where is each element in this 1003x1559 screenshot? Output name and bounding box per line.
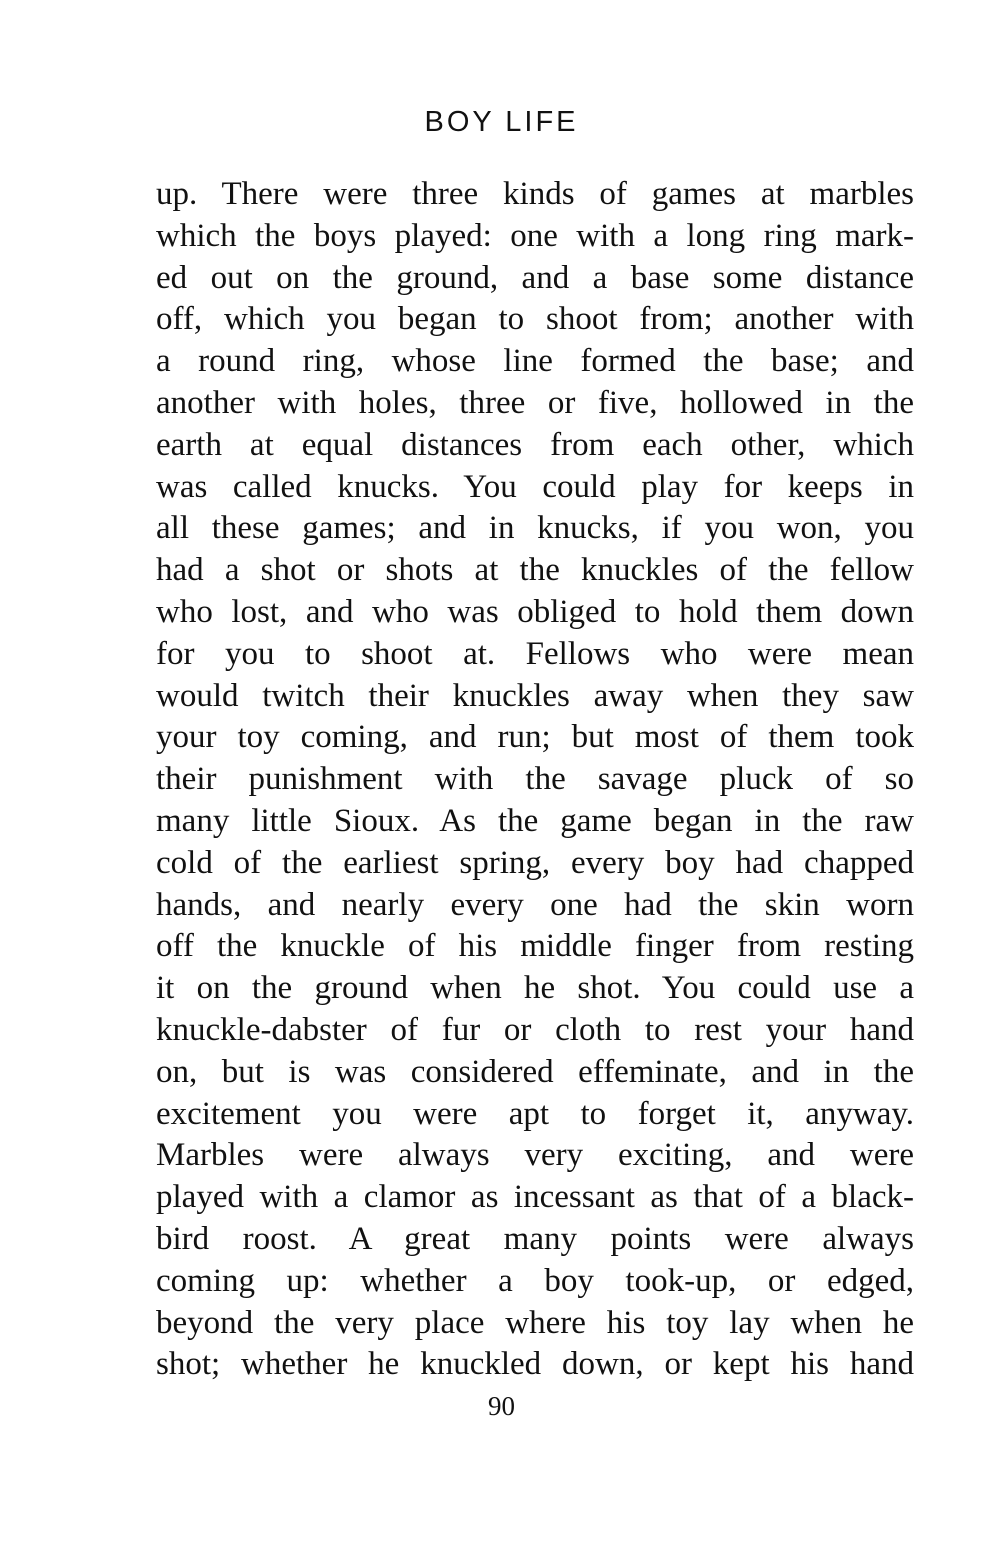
text-line: another with holes, three or five, hollowed in the <box>156 384 914 421</box>
text-line: hands, and nearly every one had the skin worn <box>156 886 914 923</box>
text-line: coming up: whether a boy took-up, or edged, <box>156 1262 914 1299</box>
text-line: shot; whether he knuckled down, or kept his hand <box>156 1346 914 1383</box>
text-line: who lost, and who was obliged to hold them down <box>156 593 914 630</box>
text-line: all these games; and in knucks, if you won, you <box>156 510 914 547</box>
text-line: up. There were three kinds of games at marbles <box>156 176 914 212</box>
text-line: off, which you began to shoot from; another with <box>156 301 914 338</box>
text-line: Marbles were always very exciting, and were <box>156 1137 914 1174</box>
text-line: was called knucks. You could play for keeps in <box>156 468 914 505</box>
text-line: for you to shoot at. Fellows who were mean <box>156 635 914 672</box>
body-text <box>156 174 914 1386</box>
text-line: their punishment with the savage pluck of so <box>156 761 914 798</box>
running-title: BOY LIFE <box>424 106 579 138</box>
text-line: knuckle-dabster of fur or cloth to rest your hand <box>156 1011 914 1048</box>
text-line: ed out on the ground, and a base some distance <box>156 259 914 296</box>
text-line: played with a clamor as incessant as that of a black- <box>156 1179 914 1216</box>
text-line: bird roost. A great many points were always <box>156 1220 914 1257</box>
text-line: your toy coming, and run; but most of them took <box>156 719 914 756</box>
text-line: off the knuckle of his middle finger from resting <box>156 928 914 965</box>
text-line: a round ring, whose line formed the base; and <box>156 343 914 380</box>
text-line: would twitch their knuckles away when they saw <box>156 677 914 714</box>
text-line: excitement you were apt to forget it, anyway. <box>156 1095 914 1132</box>
text-line: cold of the earliest spring, every boy had chapped <box>156 844 914 881</box>
page-number: 90 <box>488 1391 515 1421</box>
text-line: on, but is was considered effeminate, and in the <box>156 1053 914 1090</box>
text-line: many little Sioux. As the game began in the raw <box>156 802 914 839</box>
text-line: it on the ground when he shot. You could use a <box>156 970 914 1007</box>
text-line: beyond the very place where his toy lay when he <box>156 1304 914 1341</box>
text-line: had a shot or shots at the knuckles of the fellow <box>156 552 914 589</box>
text-line: which the boys played: one with a long ring mark- <box>156 217 914 254</box>
text-line: earth at equal distances from each other, which <box>156 426 914 463</box>
